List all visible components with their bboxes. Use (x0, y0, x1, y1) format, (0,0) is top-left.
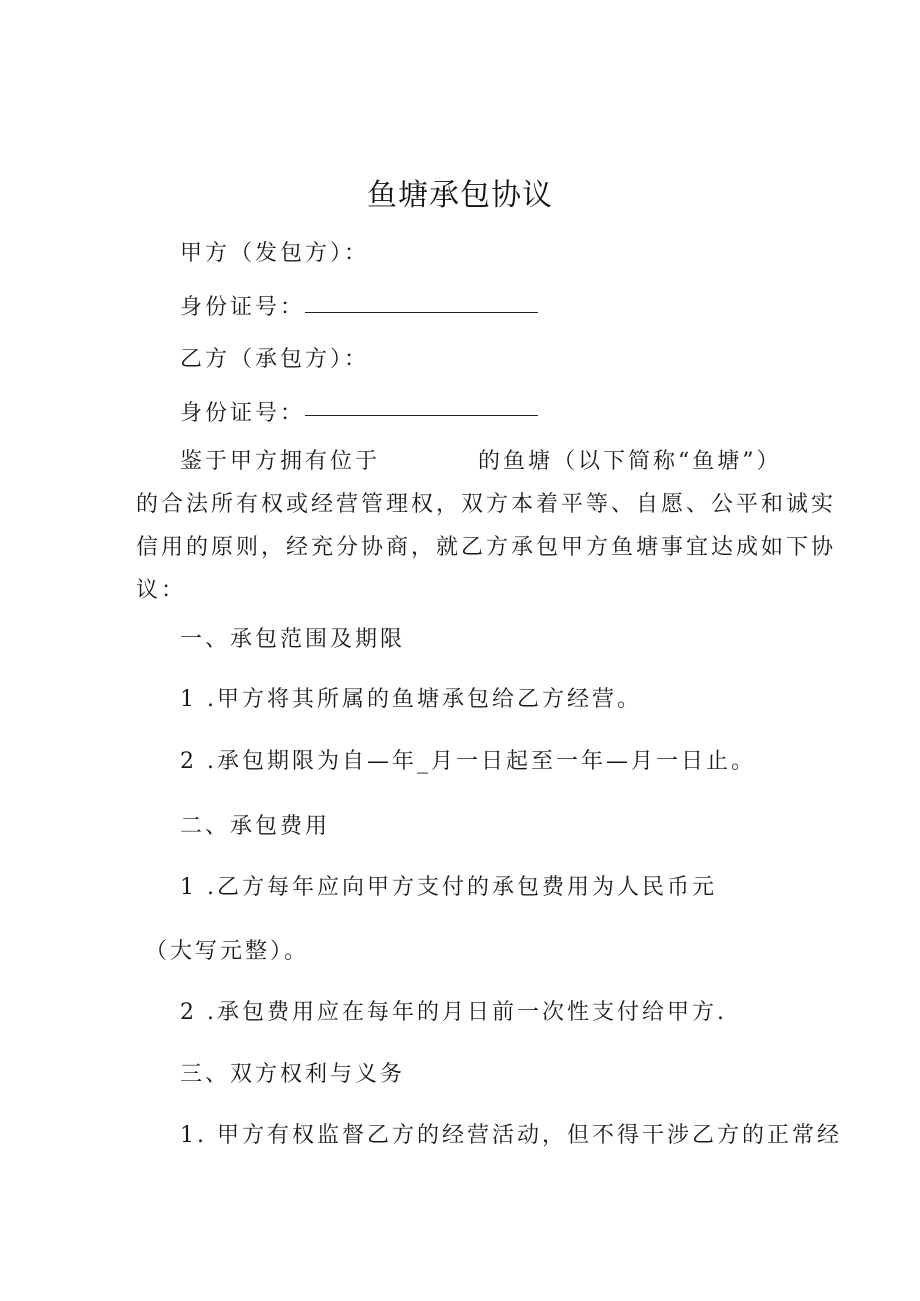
section-item: 2 .承包期限为自—年_月一日起至一年—月一日止。 (180, 749, 756, 774)
section-item: （大写元整）。 (145, 939, 310, 964)
party-a-id-blank (305, 312, 538, 313)
section-item: 1 .乙方每年应向甲方支付的承包费用为人民币元 (180, 875, 717, 900)
section-item: 2 .承包费用应在每年的月日前一次性支付给甲方. (180, 1000, 727, 1025)
document-title: 鱼塘承包协议 (367, 178, 553, 213)
preamble-line4: 议： (136, 578, 187, 603)
party-b-id-label: 身份证号： (180, 401, 306, 426)
preamble-line1-start: 鉴于甲方拥有位于 (180, 449, 381, 474)
party-a-id-label: 身份证号： (180, 295, 306, 320)
preamble-line1-end: 的鱼塘（以下简称“鱼塘”） (478, 449, 782, 474)
section-heading: 二、承包费用 (180, 814, 331, 839)
preamble-line3: 信用的原则，经充分协商，就乙方承包甲方鱼塘事宜达成如下协 (136, 535, 837, 560)
party-a-label: 甲方（发包方）： (180, 241, 370, 266)
party-b-label: 乙方（承包方）： (180, 347, 370, 372)
party-b-id-blank (305, 415, 538, 416)
section-heading: 三、双方权利与义务 (180, 1062, 406, 1087)
section-item: 1. 甲方有权监督乙方的经营活动，但不得干涉乙方的正常经 (180, 1123, 842, 1148)
section-heading: 一、承包范围及期限 (180, 627, 406, 652)
preamble-line2: 的合法所有权或经营管理权，双方本着平等、自愿、公平和诚实 (136, 492, 837, 517)
section-item: 1 .甲方将其所属的鱼塘承包给乙方经营。 (180, 687, 642, 712)
